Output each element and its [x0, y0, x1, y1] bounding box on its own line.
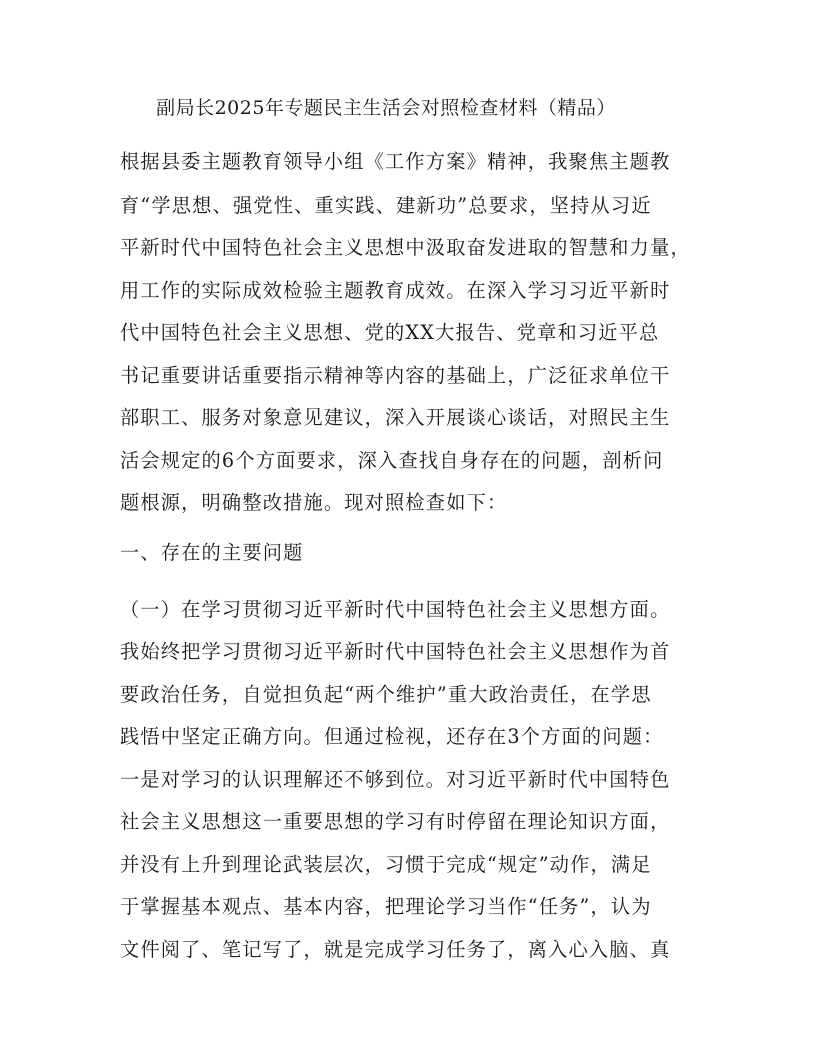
subsection-heading: （一）在学习贯彻习近平新时代中国特色社会主义思想方面。 — [120, 598, 671, 621]
paragraph-line: 部职工、服务对象意见建议，深入开展谈心谈话，对照民主生 — [120, 406, 671, 429]
paragraph-line: 践悟中坚定正确方向。但通过检视，还存在3个方面的问题： — [120, 725, 664, 748]
paragraph-line: 代中国特色社会主义思想、党的XX大报告、党章和习近平总 — [120, 321, 660, 344]
paragraph-line: 社会主义思想这一重要思想的学习有时停留在理论知识方面， — [120, 810, 671, 833]
paragraph-line: 书记重要讲话重要指示精神等内容的基础上，广泛征求单位干 — [120, 364, 671, 387]
paragraph-line: 并没有上升到理论武装层次，习惯于完成“规定”动作，满足 — [120, 853, 652, 876]
section-heading: 一、存在的主要问题 — [120, 541, 304, 564]
paragraph-line: 要政治任务，自觉担负起“两个维护”重大政治责任，在学思 — [120, 683, 652, 706]
paragraph-line: 我始终把学习贯彻习近平新时代中国特色社会主义思想作为首 — [120, 640, 671, 663]
paragraph-line: 题根源，明确整改措施。现对照检查如下： — [120, 491, 508, 514]
paragraph-line: 一是对学习的认识理解还不够到位。对习近平新时代中国特色 — [120, 768, 671, 791]
paragraph-line: 于掌握基本观点、基本内容，把理论学习当作“任务”，认为 — [120, 895, 652, 918]
paragraph-line: 育“学思想、强党性、重实践、建新功”总要求，坚持从习近 — [120, 194, 652, 217]
paragraph-line: 文件阅了、笔记写了，就是完成学习任务了，离入心入脑、真 — [120, 938, 671, 961]
paragraph-line: 根据县委主题教育领导小组《工作方案》精神，我聚焦主题教 — [120, 150, 671, 173]
paragraph-line: 用工作的实际成效检验主题教育成效。在深入学习习近平新时 — [120, 279, 671, 302]
paragraph-line: 平新时代中国特色社会主义思想中汲取奋发进取的智慧和力量， — [120, 236, 691, 259]
document-title: 副局长2025年专题民主生活会对照检查材料（精品） — [156, 97, 616, 119]
paragraph-line: 活会规定的6个方面要求，深入查找自身存在的问题，剖析问 — [120, 449, 664, 472]
